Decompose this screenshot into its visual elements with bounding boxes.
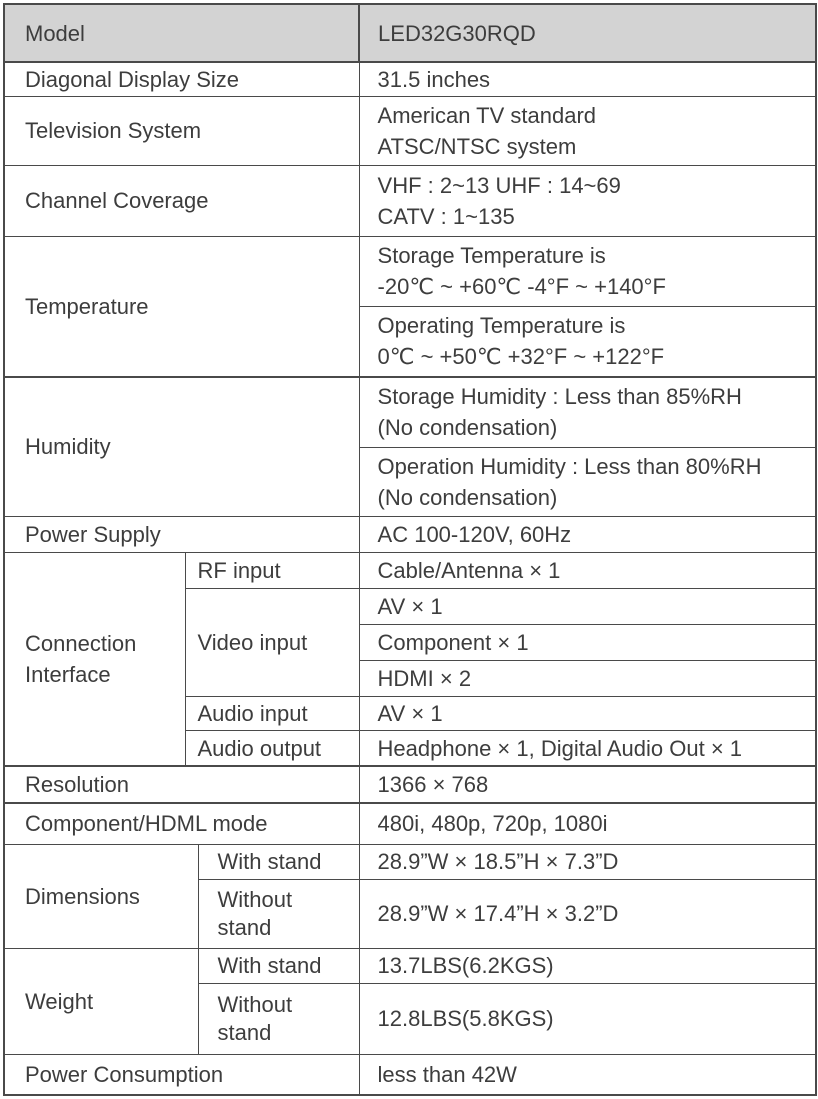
audio-output-label: Audio output: [185, 730, 359, 766]
power-consumption-value: less than 42W: [359, 1054, 816, 1095]
component-mode-value: 480i, 480p, 720p, 1080i: [359, 803, 816, 844]
table-row-humidity-storage: [4, 377, 816, 447]
without-stand-label-line: stand: [217, 1019, 272, 1045]
weight-with-stand-label: With stand: [198, 948, 359, 983]
tv-system-line: American TV standard: [377, 102, 597, 128]
channel-value: [359, 165, 816, 236]
power-consumption-label: Power Consumption: [4, 1054, 359, 1095]
tv-system-value: [359, 96, 816, 165]
dimensions-without-stand-label: [198, 879, 359, 948]
channel-line: CATV : 1~135: [377, 203, 515, 229]
table-row-power-supply: [4, 516, 816, 552]
storage-temperature-range: -20℃ ~ +60℃ -4°F ~ +140°F: [377, 274, 666, 299]
table-row-dimensions-with-stand: [4, 844, 816, 879]
operation-humidity-line: Operation Humidity : Less than 80%RH: [377, 453, 762, 479]
resolution-label: Resolution: [4, 766, 359, 803]
table-row-resolution: [4, 766, 816, 803]
table-row-temperature-storage: [4, 236, 816, 306]
diagonal-value: 31.5 inches: [359, 62, 816, 96]
connection-interface-label: [4, 552, 185, 766]
channel-label: Channel Coverage: [4, 165, 359, 236]
diagonal-label: Diagonal Display Size: [4, 62, 359, 96]
without-stand-label-line: Without: [217, 991, 293, 1017]
table-row-weight-with-stand: [4, 948, 816, 983]
without-stand-label-line: stand: [217, 914, 272, 940]
operation-humidity-note: (No condensation): [377, 484, 558, 510]
temperature-label: Temperature: [4, 236, 359, 377]
component-mode-label: Component/HDML mode: [4, 803, 359, 844]
power-supply-label: Power Supply: [4, 516, 359, 552]
operating-temperature-range: 0℃ ~ +50℃ +32°F ~ +122°F: [377, 344, 665, 370]
rf-input-value: Cable/Antenna × 1: [359, 552, 816, 588]
tv-system-label: Television System: [4, 96, 359, 165]
storage-temperature-value: [359, 236, 816, 306]
table-row-model: [4, 4, 816, 62]
weight-without-stand-value: 12.8LBS(5.8KGS): [359, 983, 816, 1054]
table-row-channel: [4, 165, 816, 236]
dimensions-with-stand-value: 28.9”W × 18.5”H × 7.3”D: [359, 844, 816, 879]
model-value: LED32G30RQD: [359, 4, 816, 62]
storage-humidity-line: Storage Humidity : Less than 85%RH: [377, 384, 742, 410]
dimensions-with-stand-label: With stand: [198, 844, 359, 879]
weight-label: Weight: [4, 948, 198, 1054]
video-input-component-value: Component × 1: [359, 624, 816, 660]
power-supply-value: AC 100-120V, 60Hz: [359, 516, 816, 552]
video-input-hdmi-value: HDMI × 2: [359, 660, 816, 696]
storage-humidity-value: [359, 377, 816, 447]
without-stand-label-line: Without: [217, 886, 293, 912]
spec-table: [3, 3, 817, 1096]
audio-input-value: AV × 1: [359, 696, 816, 730]
resolution-value: 1366 × 768: [359, 766, 816, 803]
dimensions-label: Dimensions: [4, 844, 198, 948]
channel-line: VHF : 2~13 UHF : 14~69: [377, 172, 621, 198]
operation-humidity-value: [359, 447, 816, 516]
audio-output-value: Headphone × 1, Digital Audio Out × 1: [359, 730, 816, 766]
weight-without-stand-label: [198, 983, 359, 1054]
dimensions-without-stand-value: 28.9”W × 17.4”H × 3.2”D: [359, 879, 816, 948]
table-row-power-consumption: [4, 1054, 816, 1095]
humidity-label: Humidity: [4, 377, 359, 516]
table-row-rf-input: [4, 552, 816, 588]
storage-humidity-note: (No condensation): [377, 415, 558, 441]
connection-label-line: Interface: [25, 661, 111, 687]
connection-label-line: Connection: [25, 630, 137, 656]
operating-temperature-line: Operating Temperature is: [377, 313, 626, 339]
table-row-component-mode: [4, 803, 816, 844]
video-input-av-value: AV × 1: [359, 588, 816, 624]
rf-input-label: RF input: [185, 552, 359, 588]
table-row-tv-system: [4, 96, 816, 165]
video-input-label: Video input: [185, 588, 359, 696]
operating-temperature-value: [359, 306, 816, 377]
tv-system-line: ATSC/NTSC system: [377, 133, 577, 159]
weight-with-stand-value: 13.7LBS(6.2KGS): [359, 948, 816, 983]
audio-input-label: Audio input: [185, 696, 359, 730]
table-row-diagonal: [4, 62, 816, 96]
storage-temperature-line: Storage Temperature is: [377, 243, 606, 268]
model-label: Model: [4, 4, 359, 62]
